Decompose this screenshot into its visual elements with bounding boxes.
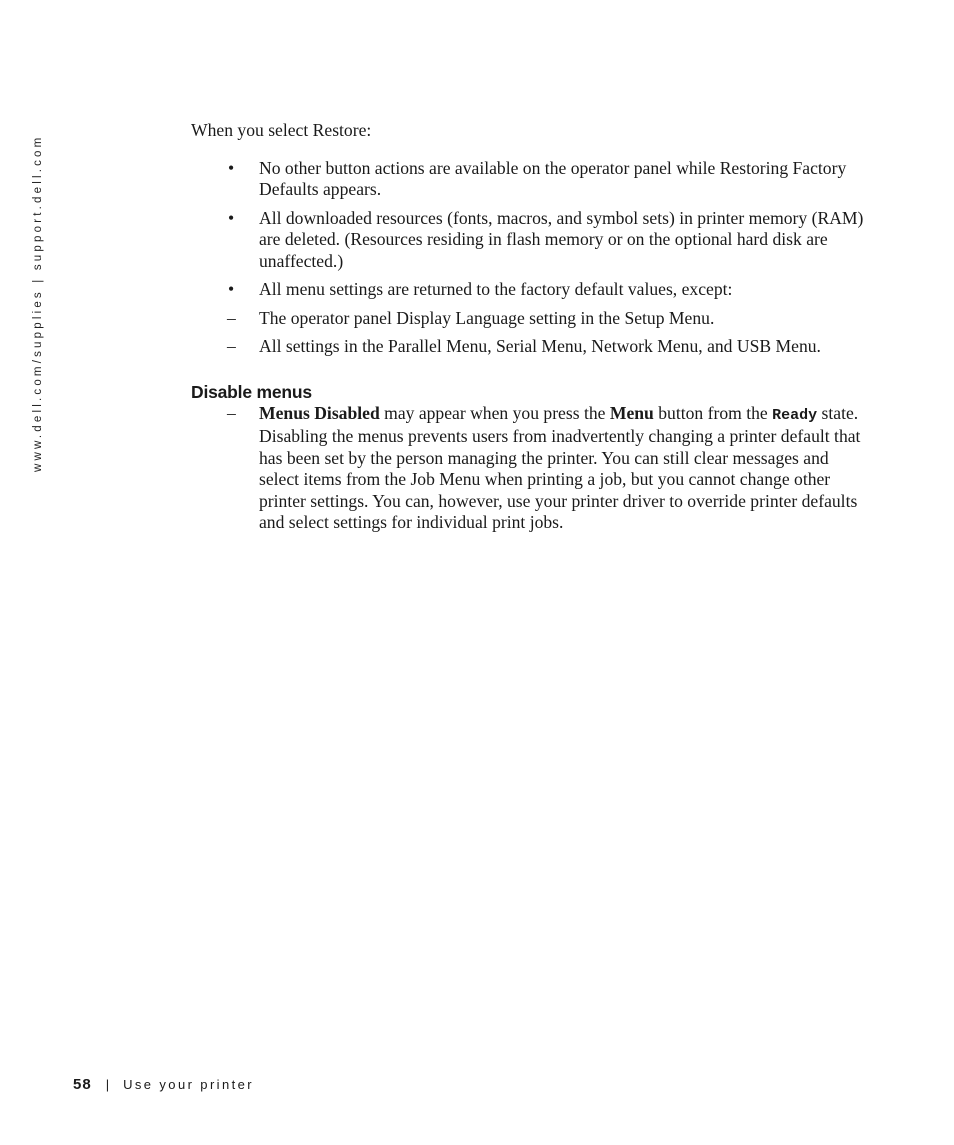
list-item-text: All menu settings are returned to the factory default values, except: bbox=[259, 279, 733, 299]
sub-list-item-text bbox=[259, 403, 860, 533]
bullet-marker: • bbox=[228, 207, 235, 228]
footer-separator: | bbox=[105, 1077, 110, 1092]
sub-list-item-text: All settings in the Parallel Menu, Serial Menu, Network Menu, and USB Menu. bbox=[259, 336, 821, 356]
chapter-title: Use your printer bbox=[123, 1077, 254, 1092]
text-fragment: state. Disabling the menus prevents users from inadvertently changing a printer default that has been set by the person managing the printer. You can still clear messages and select items from the Job Menu when printing a job, but you cannot change other printer settings. You can, however, use your printer driver to override printer defaults and select settings for individual print jobs. bbox=[259, 402, 861, 532]
list-item bbox=[191, 279, 871, 301]
list-item-text: All downloaded resources (fonts, macros, and symbol sets) in printer memory (RAM) are deleted. (Resources residing in flash memory or on the optional hard disk are unaffected.) bbox=[259, 207, 864, 271]
list-item bbox=[191, 208, 871, 273]
dash-marker: – bbox=[227, 336, 236, 356]
list-item bbox=[191, 158, 871, 201]
intro-paragraph: When you select Restore: bbox=[191, 120, 372, 140]
list-item-text: No other button actions are available on the operator panel while Restoring Factory Defaults appears. bbox=[259, 157, 847, 199]
sub-list-item bbox=[191, 403, 871, 534]
side-url-text: www.dell.com/supplies | support.dell.com bbox=[32, 134, 44, 472]
sub-list-item bbox=[191, 336, 871, 358]
menus-disabled-term: Menus Disabled bbox=[259, 402, 380, 423]
page-content bbox=[191, 120, 871, 541]
page-footer bbox=[73, 1076, 254, 1093]
ready-status-code: Ready bbox=[772, 406, 818, 424]
text-fragment: button from the bbox=[653, 402, 773, 423]
bullet-marker: • bbox=[228, 279, 235, 299]
sub-list-item bbox=[191, 308, 871, 330]
sub-list-item-text: The operator panel Display Language setting in the Setup Menu. bbox=[259, 307, 715, 328]
dash-marker: – bbox=[227, 307, 236, 328]
menu-button-term: Menu bbox=[609, 402, 654, 423]
text-fragment: may appear when you press the bbox=[379, 402, 610, 423]
dash-marker: – bbox=[227, 402, 236, 423]
page-number: 58 bbox=[73, 1076, 92, 1093]
bullet-marker: • bbox=[228, 157, 235, 178]
section-heading: Disable menus bbox=[191, 381, 312, 402]
